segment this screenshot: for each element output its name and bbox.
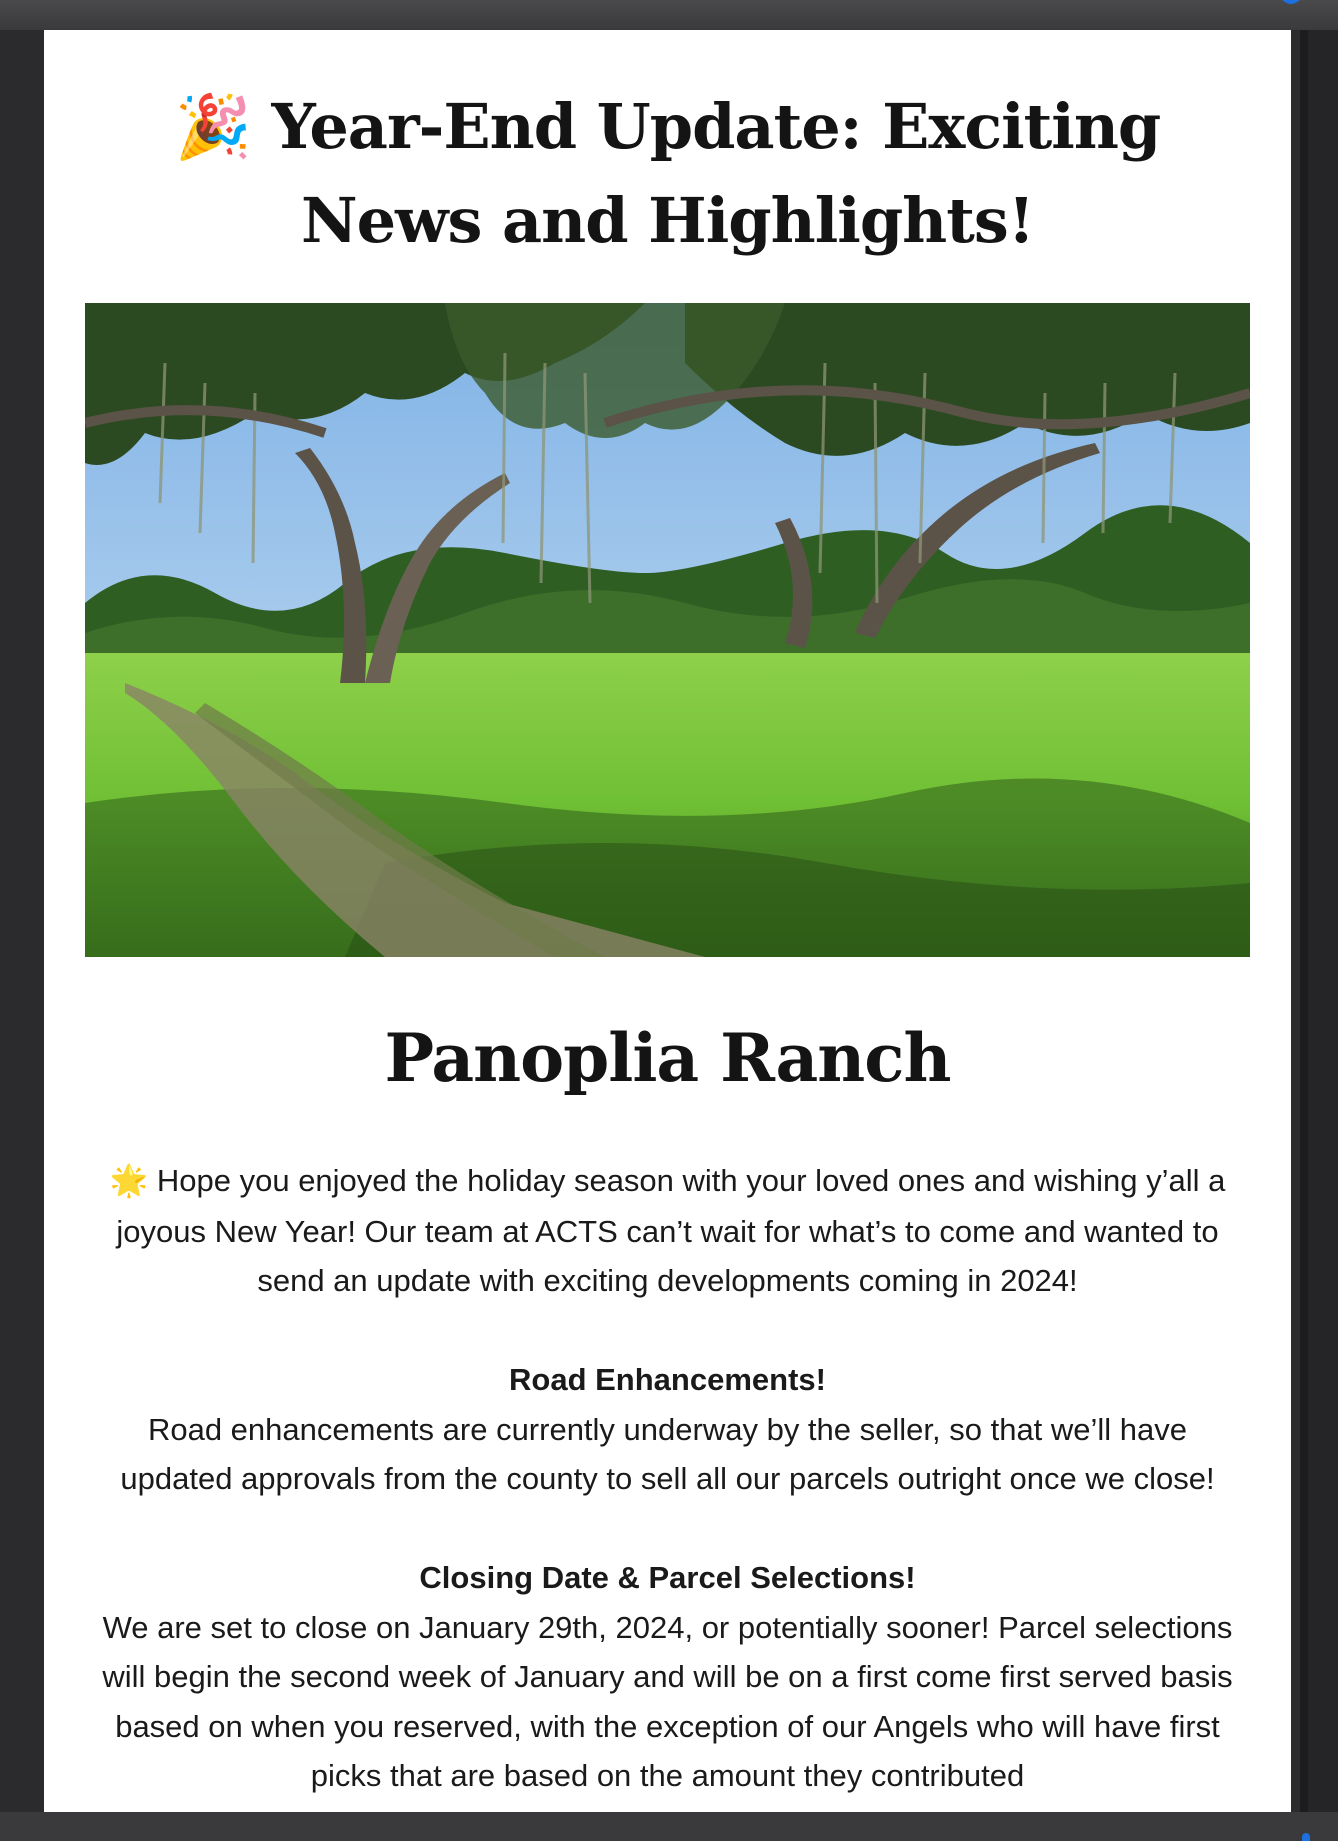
- ranch-landscape-image: [85, 303, 1250, 957]
- email-headline: [104, 80, 1231, 268]
- section-heading: Closing Date & Parcel Selections!: [419, 1560, 916, 1595]
- glowing-star-icon: 🌟: [109, 1163, 149, 1199]
- scrollbar-edge: [1300, 30, 1308, 1841]
- headline-text: Year-End Update: Exciting News and Highlights!: [271, 90, 1161, 257]
- ranch-title: Panoplia Ranch: [384, 1019, 951, 1097]
- email-content: [96, 1156, 1239, 1812]
- party-popper-icon: 🎉: [174, 90, 251, 163]
- window-bottom-bar: [0, 1812, 1338, 1841]
- status-indicator: [1280, 0, 1302, 4]
- email-body: [44, 30, 1291, 1812]
- intro-paragraph: [96, 1156, 1239, 1306]
- window-top-bar: [0, 0, 1338, 30]
- hero-image: [85, 303, 1250, 957]
- section-body: Road enhancements are currently underway by the seller, so that we’ll have updated approvals from the county to sell all our parcels outright once we close!: [120, 1411, 1215, 1496]
- section-road-enhancements: [96, 1355, 1239, 1504]
- scrollbar-track[interactable]: [1300, 30, 1338, 1841]
- scroll-indicator: [1302, 1833, 1310, 1841]
- intro-text: Hope you enjoyed the holiday season with your loved ones and wishing y’all a joyous New Year! Our team at ACTS can’t wait for what’s to come and wanted to send an update with exciting developments coming in 2024!: [116, 1163, 1226, 1298]
- section-body: We are set to close on January 29th, 2024, or potentially sooner! Parcel selections will begin the second week of January and will be on a first come first served basis based on when you reserved, with the exception of our Angels who will have first picks that are based on the amount they contributed: [102, 1609, 1233, 1793]
- section-heading: Road Enhancements!: [509, 1362, 826, 1397]
- section-closing-date: [96, 1553, 1239, 1801]
